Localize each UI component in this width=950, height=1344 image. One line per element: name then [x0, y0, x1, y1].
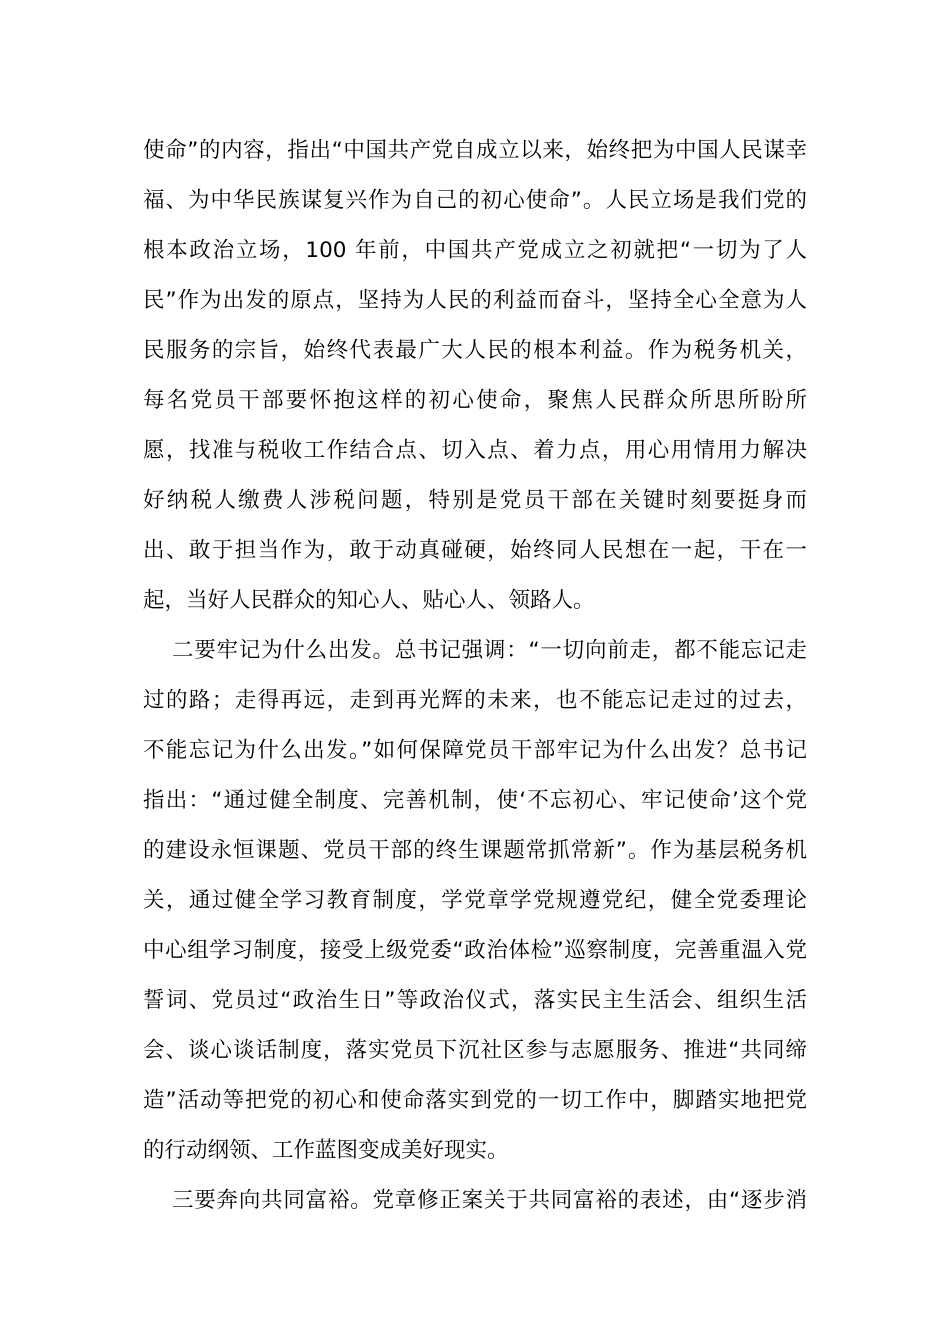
- text-line: 民”作为出发的原点，坚持为人民的利益而奋斗，坚持全心全意为人: [143, 288, 807, 313]
- text-line: 好纳税人缴费人涉税问题，特别是党员干部在关键时刻要挺身而: [143, 488, 807, 513]
- text-line: 不能忘记为什么出发。”如何保障党员干部牢记为什么出发？总书记: [143, 738, 807, 763]
- text-line: 福、为中华民族谋复兴作为自己的初心使命”。人民立场是我们党的: [143, 188, 807, 213]
- text-line: 二要牢记为什么出发。总书记强调：“一切向前走，都不能忘记走: [172, 638, 807, 663]
- text-line: 会、谈心谈话制度，落实党员下沉社区参与志愿服务、推进“共同缔: [143, 1038, 807, 1063]
- text-line: 造”活动等把党的初心和使命落实到党的一切工作中，脚踏实地把党: [143, 1088, 807, 1113]
- text-line: 的建设永恒课题、党员干部的终生课题常抓常新”。作为基层税务机: [143, 838, 807, 863]
- body-text: [143, 126, 807, 1226]
- text-line: 愿，找准与税收工作结合点、切入点、着力点，用心用情用力解决: [143, 438, 807, 463]
- text-line: 民服务的宗旨，始终代表最广大人民的根本利益。作为税务机关，: [143, 338, 807, 363]
- text-line: 关，通过健全学习教育制度，学党章学党规遵党纪，健全党委理论: [143, 888, 807, 913]
- text-line: 过的路；走得再远，走到再光辉的未来，也不能忘记走过的过去，: [143, 688, 807, 713]
- text-line: 根本政治立场，100 年前，中国共产党成立之初就把“一切为了人: [143, 238, 807, 263]
- text-line: 出、敢于担当作为，敢于动真碰硬，始终同人民想在一起，干在一: [143, 538, 807, 563]
- text-line: 誓词、党员过“政治生日”等政治仪式，落实民主生活会、组织生活: [143, 988, 807, 1013]
- text-line: 的行动纲领、工作蓝图变成美好现实。: [143, 1138, 509, 1163]
- text-line: 三要奔向共同富裕。党章修正案关于共同富裕的表述，由“逐步消: [172, 1188, 807, 1213]
- text-line: 每名党员干部要怀抱这样的初心使命，聚焦人民群众所思所盼所: [143, 388, 807, 413]
- text-line: 使命”的内容，指出“中国共产党自成立以来，始终把为中国人民谋幸: [143, 138, 807, 163]
- text-line: 起，当好人民群众的知心人、贴心人、领路人。: [143, 588, 595, 613]
- text-line: 中心组学习制度，接受上级党委“政治体检”巡察制度，完善重温入党: [143, 938, 807, 963]
- text-line: 指出：“通过健全制度、完善机制，使‘不忘初心、牢记使命’这个党: [143, 788, 807, 813]
